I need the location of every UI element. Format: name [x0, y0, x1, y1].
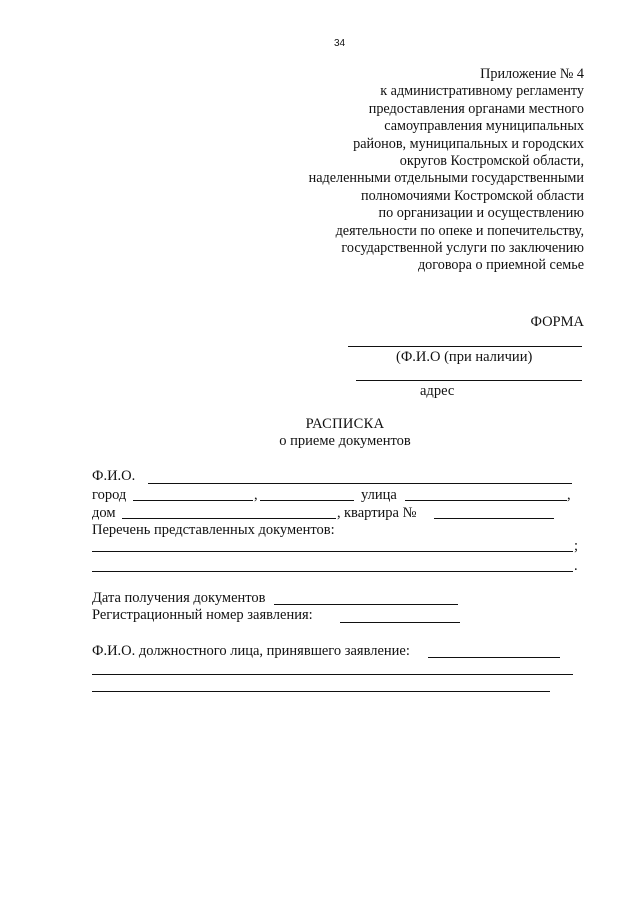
appendix-line: наделенными отдельными государственными	[308, 170, 584, 187]
appendix-line: предоставления органами местного	[368, 100, 584, 117]
form-label: ФОРМА	[530, 314, 584, 330]
appendix-line: самоуправления муниципальных	[384, 118, 584, 135]
appendix-line: деятельности по опеке и попечительству,	[335, 222, 584, 239]
fio-label: Ф.И.О.	[92, 468, 136, 484]
official-fio-label: Ф.И.О. должностного лица, принявшего заявление:	[92, 643, 410, 659]
appendix-line: по организации и осуществлению	[378, 205, 584, 222]
appendix-line: к административному регламенту	[380, 83, 584, 100]
street-label: улица	[361, 487, 397, 503]
official-line-3[interactable]	[92, 691, 550, 692]
city-field-line[interactable]	[133, 500, 253, 501]
apartment-label: квартира №	[344, 505, 417, 521]
fio-field-line[interactable]	[148, 483, 572, 484]
city-extra-field-line[interactable]	[260, 500, 354, 501]
documents-list-label: Перечень представленных документов:	[92, 522, 335, 538]
appendix-line: полномочиями Костромской области	[361, 187, 584, 204]
apartment-field-line[interactable]	[434, 518, 554, 519]
appendix-line: районов, муниципальных и городских	[353, 135, 584, 152]
document-subtitle: о приеме документов	[279, 433, 411, 449]
appendix-line: округов Костромской области,	[399, 153, 584, 170]
house-label: дом	[92, 505, 116, 521]
house-field-line[interactable]	[122, 518, 336, 519]
receipt-date-field-line[interactable]	[274, 604, 458, 605]
applicant-fio-caption: (Ф.И.О (при наличии)	[396, 349, 533, 365]
appendix-line: государственной услуги по заключению	[341, 240, 584, 257]
street-comma: ,	[567, 487, 571, 503]
city-comma: ,	[254, 487, 258, 503]
street-field-line[interactable]	[405, 500, 567, 501]
documents-list-semicolon: ;	[574, 538, 579, 554]
document-title: РАСПИСКА	[305, 416, 385, 432]
official-line-2[interactable]	[92, 674, 573, 675]
city-label: город	[92, 487, 127, 503]
receipt-date-label: Дата получения документов	[92, 590, 266, 606]
house-comma: ,	[337, 505, 341, 521]
appendix-header	[309, 66, 584, 275]
applicant-fio-line[interactable]	[348, 346, 582, 347]
documents-list-line-2[interactable]	[92, 571, 573, 572]
official-fio-field-line[interactable]	[428, 657, 560, 658]
documents-list-period: .	[574, 558, 578, 574]
documents-list-line-1[interactable]	[92, 551, 573, 552]
applicant-address-line[interactable]	[356, 380, 582, 381]
registration-number-label: Регистрационный номер заявления:	[92, 607, 313, 623]
appendix-line: договора о приемной семье	[417, 257, 584, 274]
appendix-line: Приложение № 4	[480, 66, 584, 82]
applicant-address-caption: адрес	[420, 383, 455, 399]
page-number: 34	[334, 38, 346, 49]
registration-number-field-line[interactable]	[340, 622, 460, 623]
